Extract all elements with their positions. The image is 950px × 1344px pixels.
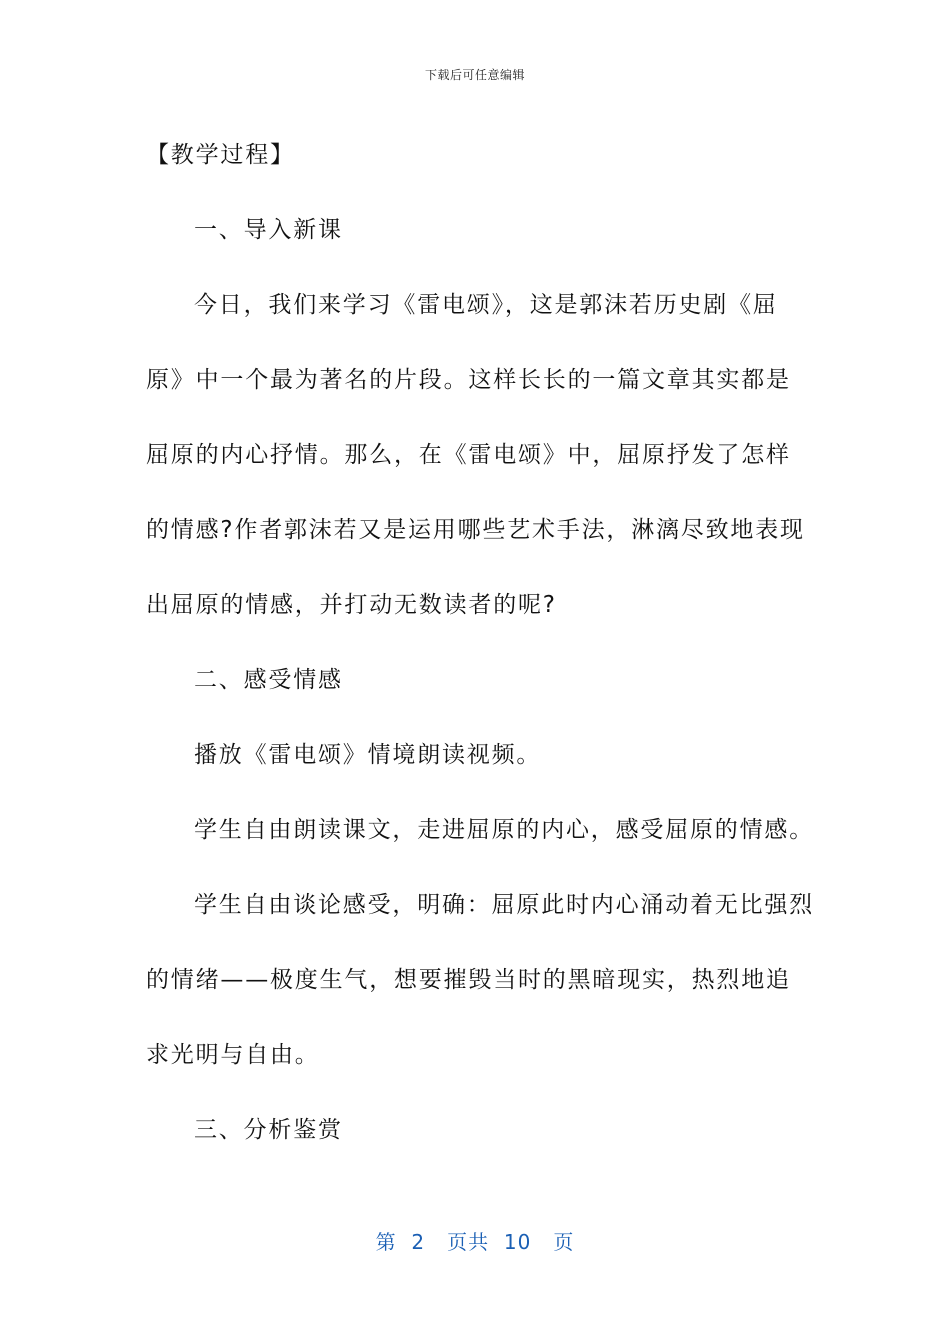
- paragraph-discussion: 学生自由谈论感受，明确：屈原此时内心涌动着无比强烈的情绪——极度生气，想要摧毁当时的黑暗现实，热烈地追求光明与自由。: [146, 892, 814, 1068]
- section-heading-feel-emotion: 二、感受情感: [194, 667, 343, 693]
- section-heading-teaching-process: 【教学过程】: [146, 142, 295, 168]
- section-heading-intro: 一、导入新课: [194, 217, 343, 243]
- paragraph-intro: 今日，我们来学习《雷电颂》，这是郭沫若历史剧《屈原》中一个最为著名的片段。这样长长的一篇文章其实都是屈原的内心抒情。那么，在《雷电颂》中，屈原抒发了怎样的情感?作者郭沫若又是运用哪些艺术手法，淋漓尽致地表现出屈原的情感，并打动无数读者的呢?: [146, 292, 805, 618]
- page-number-footer: 第 2 页共 10 页: [375, 1230, 575, 1254]
- section-heading-analysis: 三、分析鉴赏: [194, 1117, 343, 1143]
- page-header: 下载后可任意编辑: [424, 68, 525, 82]
- paragraph-free-reading: 学生自由朗读课文，走进屈原的内心，感受屈原的情感。: [194, 817, 814, 843]
- document-body: [146, 118, 814, 1168]
- paragraph-video: 播放《雷电颂》情境朗读视频。: [194, 742, 542, 768]
